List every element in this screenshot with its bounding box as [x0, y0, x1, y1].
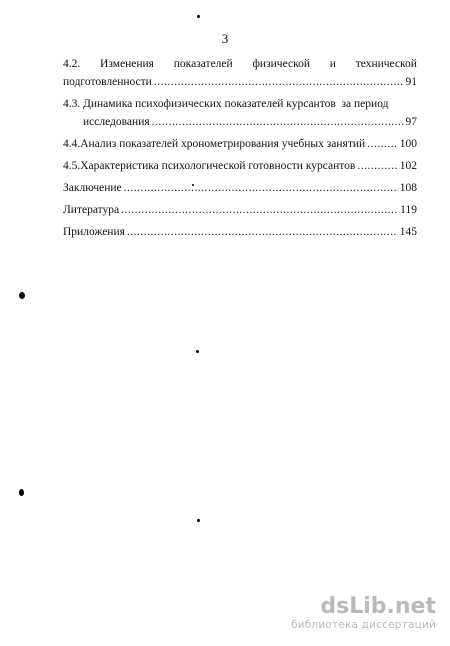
- toc-entry-page: 119: [400, 204, 417, 216]
- toc-leader-dots: [124, 180, 398, 196]
- toc-entry-word: физической: [252, 58, 310, 70]
- toc-entry-title: Анализ показателей хронометрирования учебных занятий: [80, 138, 366, 150]
- dslib-watermark: [291, 596, 436, 632]
- toc-entry-number: 4.3.: [63, 98, 81, 110]
- toc-leader-dots: [154, 74, 404, 90]
- toc-leader-dots: [152, 114, 404, 130]
- toc-entry-word: и: [329, 58, 336, 70]
- toc-entry-4-2-line1: [63, 56, 417, 72]
- toc-entry-page: 91: [405, 76, 417, 88]
- toc-entry-4-2: [63, 56, 417, 90]
- toc-entry-4-5-line: [63, 158, 417, 174]
- toc-entry-number: 4.5.: [63, 160, 81, 172]
- watermark-logo: dsLib.net: [320, 594, 436, 619]
- scan-dot-middle: [196, 350, 199, 353]
- toc-entry-title-cont: подготовленности: [63, 76, 152, 88]
- toc-leader-dots: [357, 158, 397, 174]
- toc-entry-title: Динамика психофизических показателей курсантов за период: [83, 98, 389, 110]
- toc-entry-appendices: [63, 224, 417, 240]
- toc-entry-page: 102: [399, 160, 417, 172]
- toc-entry-4-5: [63, 158, 417, 174]
- toc-entry-page: 100: [399, 138, 417, 150]
- toc-entry-title: Характеристика психологической готовности курсантов: [80, 160, 356, 172]
- toc-entry-conclusion: [63, 180, 417, 196]
- toc-entry-4-2-line2: [63, 74, 417, 90]
- toc-entry-literature-line: [63, 202, 417, 218]
- toc-entry-title: Литература: [63, 204, 120, 216]
- page-number: 3: [221, 31, 229, 46]
- toc-entry-title: Приложения: [63, 226, 125, 238]
- scan-dot-left-upper: [19, 292, 25, 299]
- toc-entry-word: показателей: [173, 58, 233, 70]
- toc-entry-literature: [63, 202, 417, 218]
- toc-entry-word: технической: [355, 58, 417, 70]
- toc-entry-number: 4.4.: [63, 138, 81, 150]
- toc-entry-title-cont: исследования: [83, 116, 150, 128]
- toc-entry-word: Изменения: [100, 58, 154, 70]
- toc-entry-4-3-line1: [63, 96, 417, 112]
- toc-entry-4-3: [63, 96, 417, 130]
- toc-leader-dots: [367, 136, 398, 152]
- toc-entry-page: 97: [405, 116, 417, 128]
- toc-leader-dots: [127, 224, 398, 240]
- watermark-subtitle: библиотека диссертаций: [291, 619, 436, 631]
- toc-entry-conclusion-line: [63, 180, 417, 196]
- toc-entry-appendices-line: [63, 224, 417, 240]
- toc-leader-dots: [121, 202, 398, 218]
- toc-entry-4-3-line2: [63, 114, 417, 130]
- toc-entry-4-4: [63, 136, 417, 152]
- toc-entry-title: Заключение: [63, 182, 122, 194]
- table-of-contents: [63, 56, 417, 240]
- scan-dot-top: [197, 15, 200, 18]
- scan-dot-left-lower: [19, 489, 24, 496]
- toc-entry-4-4-line: [63, 136, 417, 152]
- scan-dot-bottom: [197, 519, 200, 522]
- toc-entry-page: 145: [399, 226, 417, 238]
- toc-entry-page: 108: [399, 182, 417, 194]
- toc-entry-number: 4.2.: [63, 58, 81, 70]
